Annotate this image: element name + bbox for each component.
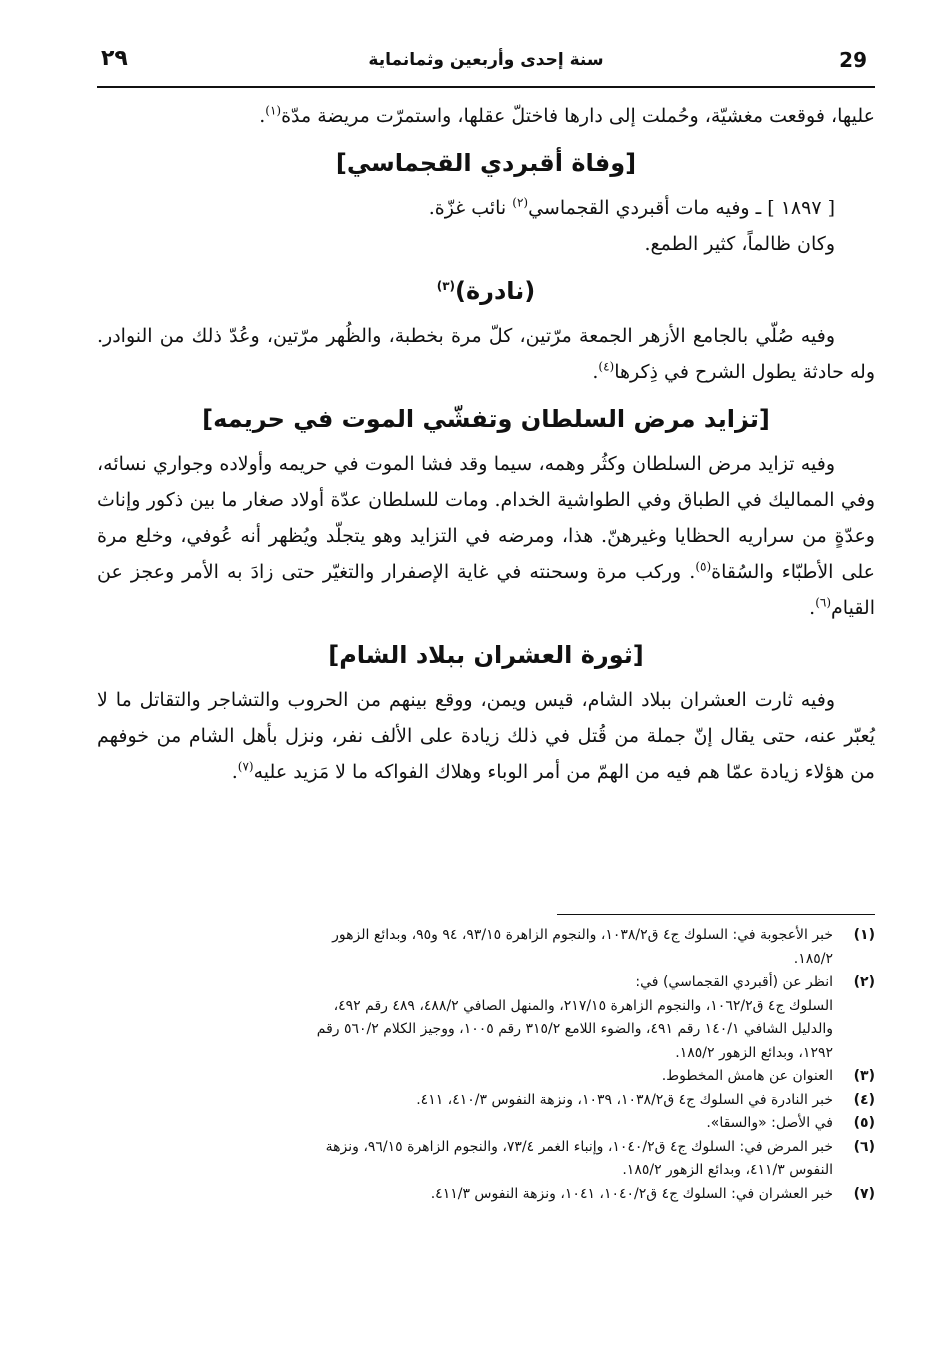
- footnote-6: [97, 1136, 875, 1183]
- footnote-number: (٢): [853, 974, 875, 990]
- footnote-number: (٣): [853, 1068, 875, 1084]
- footnote-text: العنوان عن هامش المخطوط.: [661, 1068, 833, 1084]
- footnote-ref[interactable]: (٢): [512, 195, 529, 210]
- footnote-number: (٥): [853, 1115, 875, 1131]
- page-number-latin: 29: [839, 48, 867, 72]
- footnote-1: [97, 924, 875, 971]
- footnote-number: (٦): [853, 1138, 875, 1155]
- footnote-4: [97, 1089, 875, 1113]
- footnote-2: [97, 971, 875, 1065]
- footnote-ref[interactable]: (١): [265, 103, 282, 118]
- footnote-text: في الأصل: «والسقا».: [706, 1115, 833, 1131]
- footnote-7: [97, 1183, 875, 1207]
- footnote-text: انظر عن (أقبردي القجماسي) في: السلوك ج٤ ق١٠٦٢/٢، والنجوم الزاهرة ٢١٧/١٥، والمنهل الصافي ٤٨٨/٢، ٤٨٩ رقم ٤٩٢، والدليل الشافي ١٤٠/١ رقم ٤٩١، والضوء اللامع ٣١٥/٢ رقم ١٠٠٥، ووجيز الكلام ٥٦٠/٢ رقم ١٢٩٢، وبدائع الزهور ١٨٥/٢.: [316, 974, 833, 1061]
- section-heading-sultan-illness: [تزايد مرض السلطان وتفشّي الموت في حريمه]: [202, 405, 770, 433]
- footnote-3: [97, 1065, 875, 1089]
- footnote-text: خبر النادرة في السلوك ج٤ ق١٠٣٨/٢، ١٠٣٩، ونزهة النفوس ٤١٠/٣، ٤١١.: [416, 1091, 833, 1108]
- footnote-text: خبر المرض في: السلوك ج٤ ق١٠٤٠/٢، وإنباء الغمر ٧٣/٤، والنجوم الزاهرة ٩٦/١٥، ونزهة النفوس ٤١١/٣، وبدائع الزهور ١٨٥/٢.: [325, 1138, 833, 1178]
- page-header: [97, 42, 875, 86]
- section-heading-tribes-revolt: [ثورة العشران ببلاد الشام]: [328, 641, 644, 669]
- main-text: [97, 98, 875, 790]
- paragraph-tribes-revolt: وفيه ثارت العشران ببلاد الشام، قيس ويمن، ووقع بينهم من الحروب والتشاجر والتقاتل ما لا يُعبّر عنه، حتى يقال إنّ جملة من قُتل في ذلك زيادة على الألف نفر، ونزل بأهل الشام من خوفهم من هؤلاء زيادة عمّا هم فيه من الهمّ من أمر الوباء وهلاك الفواكه ما لا مَزيد عليه$^{(٧)}$.: [97, 689, 875, 783]
- section-heading-rarity: (نادرة)$^{(٣)}$: [436, 277, 536, 305]
- footnote-text: خبر الأعجوبة في: السلوك ج٤ ق١٠٣٨/٢، والنجوم الزاهرة ٩٣/١٥، ٩٤ و٩٥، وبدائع الزهور ١٨٥/٢.: [332, 927, 833, 967]
- entry-line: [ ١٨٩٧ ] ـ وفيه مات أقبردي القجماسي$^{(٢)}$ نائب غزّة.: [428, 195, 835, 219]
- footnote-5: [97, 1112, 875, 1136]
- paragraph-sultan-illness: وفيه تزايد مرض السلطان وكثُر وهمه، سيما وقد فشا الموت في حريمه وأولاده وجواري نسائه، وفي المماليك في الطباق وفي الطواشية الخدام. ومات للسلطان عدّة أولاد صغار ما بين ذكور وإناث وعدّةٍ من سراريه الحظايا وغيرهنّ. هذا، ومرضه في التزايد وهو يتجلّد ويُظهر أنه عُوفي، وخلع مرة على الأطبّاء والسُقاة$^{(٥)}$. وركب مرة وسحنته في غاية الإصفرار والتغيّر حتى زادَ به الأمر وعجز عن القيام$^{(٦)}$.: [97, 453, 875, 619]
- footnote-ref[interactable]: (٤): [598, 359, 615, 374]
- page-number-arabic: ٢٩: [101, 46, 128, 71]
- footnote-number: (٧): [853, 1185, 875, 1202]
- footnote-text: خبر العشران في: السلوك ج٤ ق١٠٤٠/٢، ١٠٤١، ونزهة النفوس ٤١١/٣.: [430, 1185, 833, 1202]
- opening-paragraph: عليها، فوقعت مغشيّة، وحُملت إلى دارها فاختلّ عقلها، واستمرّت مريضة مدّة$^{(١)}$.: [259, 103, 875, 127]
- footnote-ref[interactable]: (٧): [237, 759, 254, 774]
- entry-line: وكان ظالماً، كثير الطمع.: [644, 233, 835, 255]
- footnotes: [97, 924, 875, 1206]
- footnote-ref[interactable]: (٥): [695, 559, 712, 574]
- paragraph-rarity: وفيه صُلّي بالجامع الأزهر الجمعة مرّتين، كلّ مرة بخطبة، والظُهر مرّتين، وعُدّ ذلك من النوادر. وله حادثة يطول الشرح في ذِكرها$^{(٤)}$.: [97, 325, 875, 383]
- section-heading-death-aqbardi: [وفاة أقبردي القجماسي]: [335, 149, 637, 177]
- footnote-ref[interactable]: (٣): [436, 279, 456, 293]
- footnote-ref[interactable]: (٦): [815, 595, 832, 610]
- footnote-separator: [557, 914, 875, 915]
- header-rule: [97, 86, 875, 88]
- footnote-number: (١): [853, 927, 875, 943]
- footnote-number: (٤): [853, 1091, 875, 1108]
- running-title: سنة إحدى وأربعين وثمانماية: [368, 50, 604, 70]
